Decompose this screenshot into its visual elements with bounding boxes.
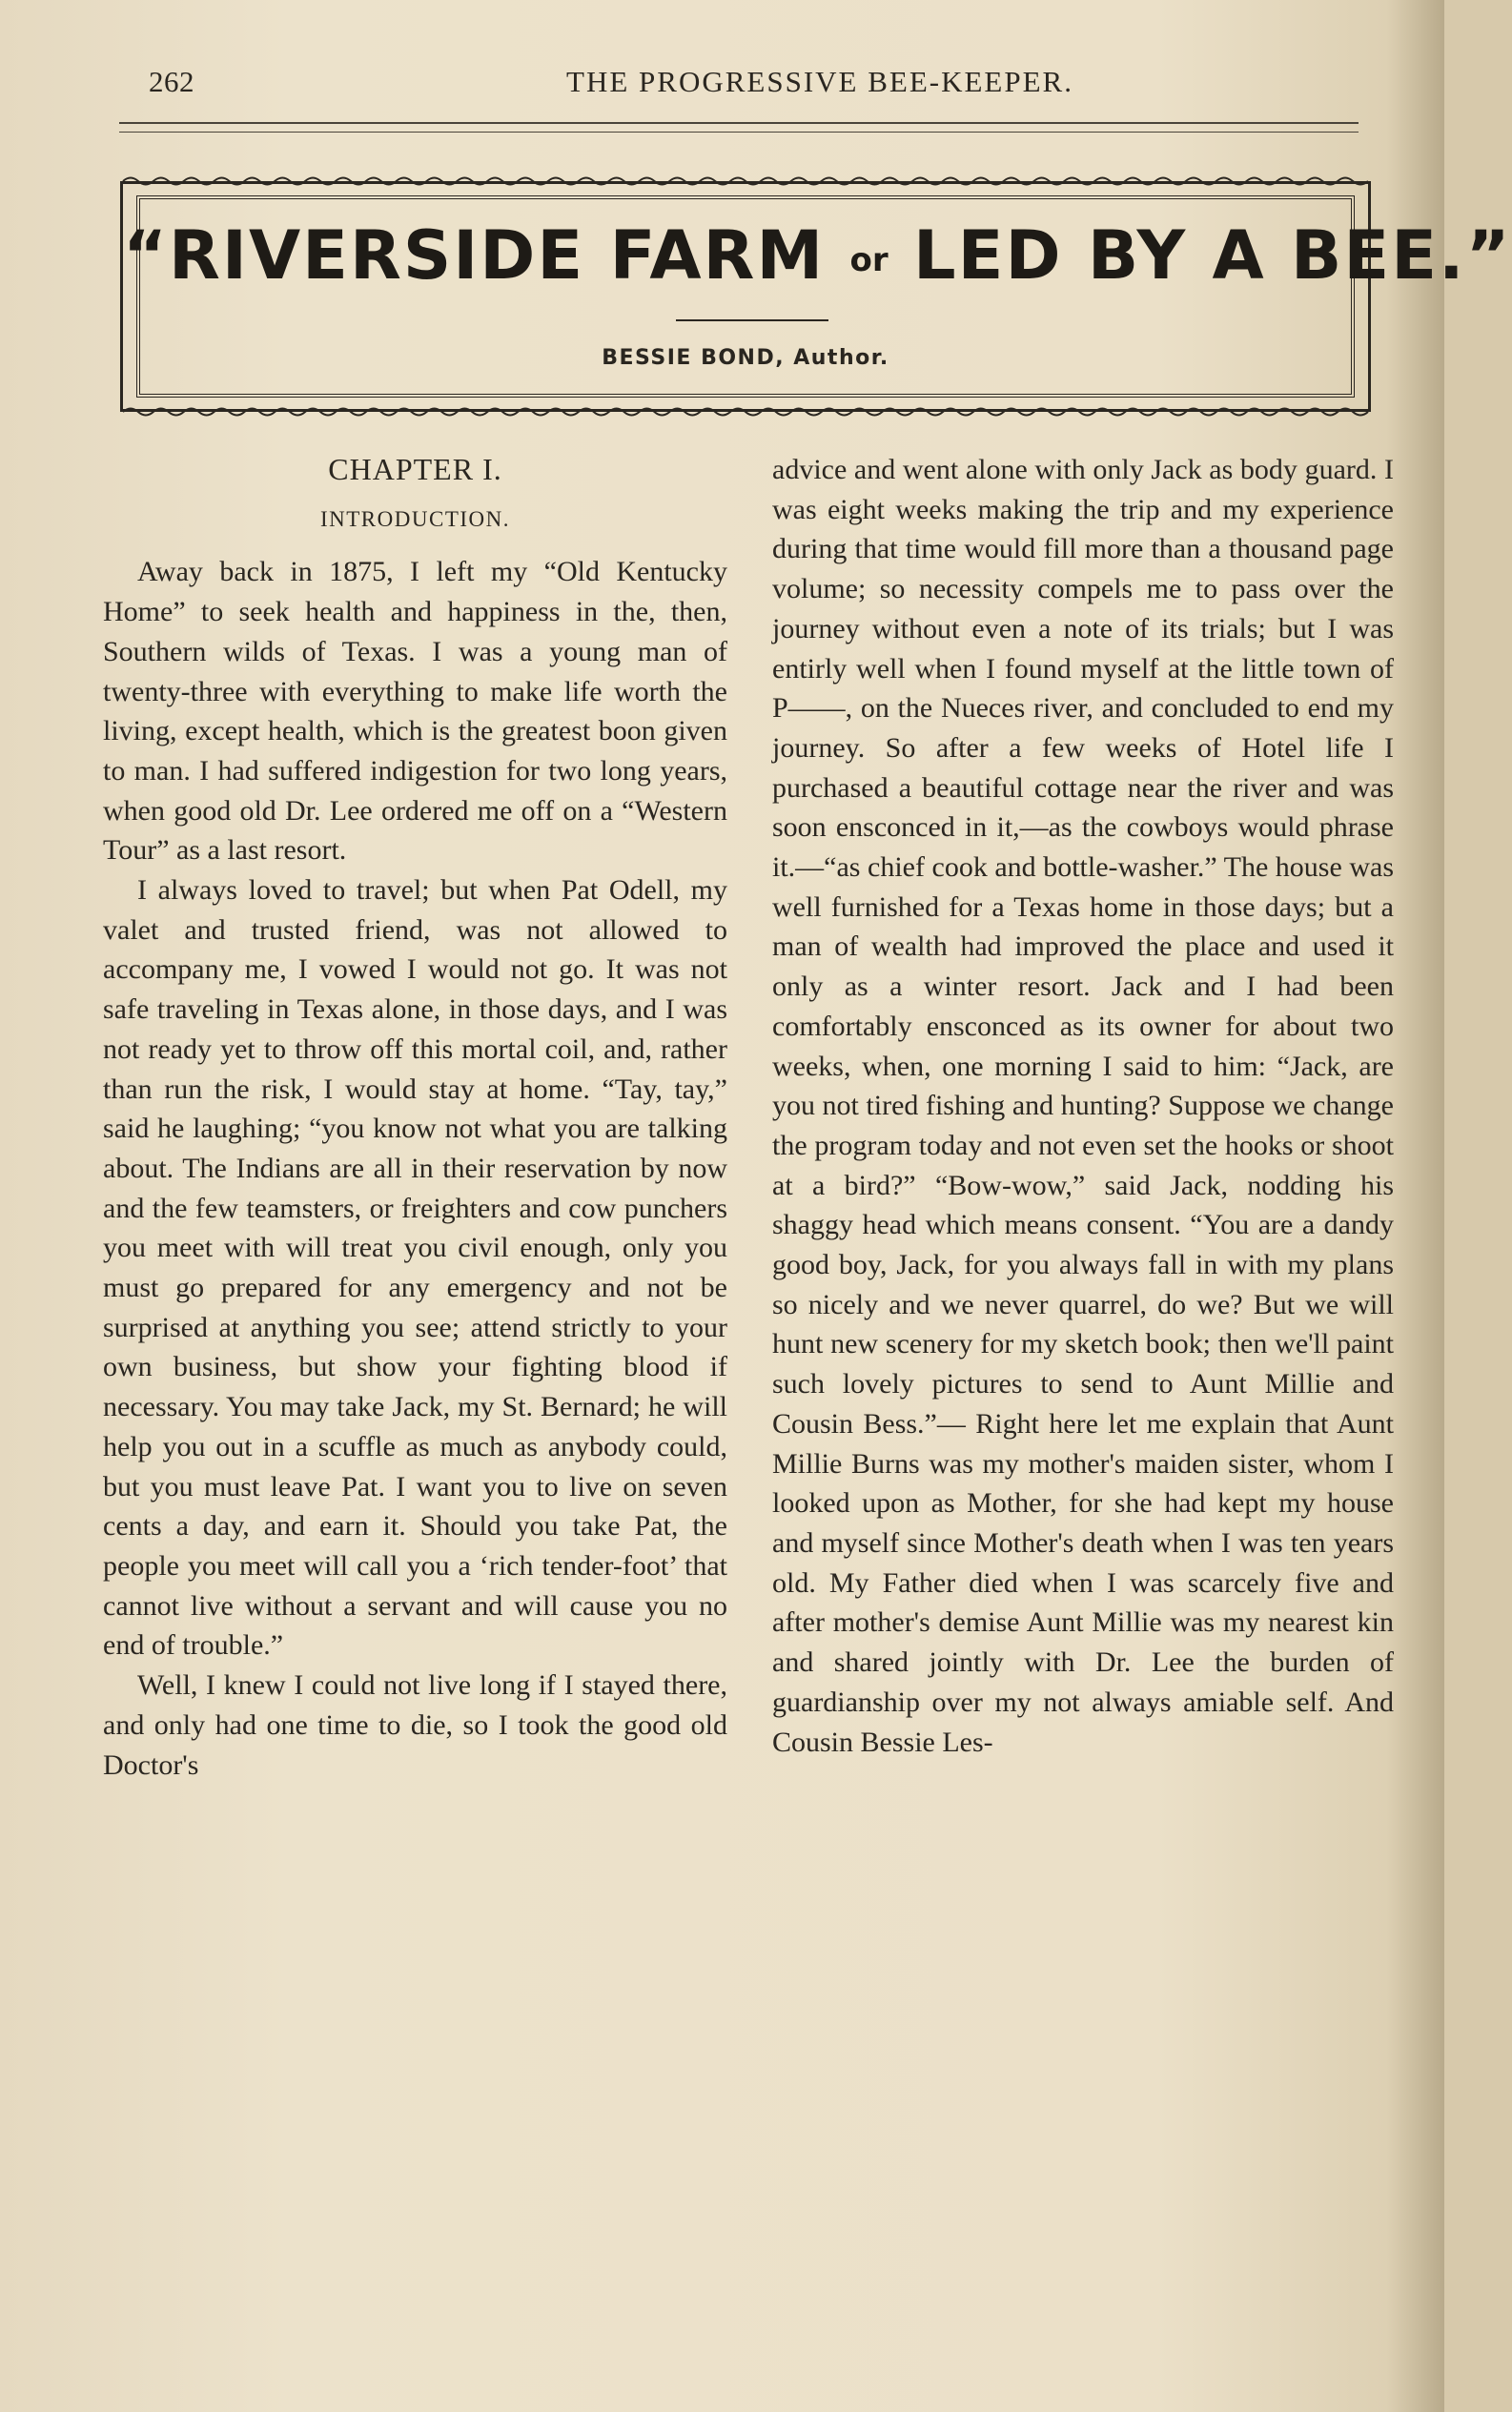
page-number: 262: [149, 65, 194, 98]
right-column: [772, 450, 1394, 1762]
paragraph: Well, I knew I could not live long if I stayed there, and only had one time to die, so I took the good old Doctor's: [103, 1669, 727, 1781]
wavy-border-bottom: [123, 405, 1368, 419]
section-heading: INTRODUCTION.: [319, 506, 510, 531]
serial-title-part2: LED BY A BEE.”: [913, 216, 1512, 295]
left-column: [103, 450, 727, 1785]
title-divider: [676, 319, 828, 321]
serial-title-or: or: [849, 240, 889, 279]
chapter-heading: CHAPTER I.: [328, 452, 502, 486]
serial-title-part1: “RIVERSIDE FARM: [123, 216, 826, 295]
paragraph: I always loved to travel; but when Pat Odell, my valet and trusted friend, was not allowed to accompany me, I vowed I would not go. It was not safe traveling in Texas alone, in those days, and I was not ready yet to throw off this mortal coil, and, rather than run the risk, I would stay at home. “Tay, tay,” said he laughing; “you know not what you are talking about. The Indians are all in their reservation by now and the few teamsters, or freighters and cow punchers you meet with will treat you civil enough, only you must go prepared for any emergency and not be surprised at anything you see; attend strictly to your own business, but show your fighting blood if necessary. You may take Jack, my St. Bernard; he will help you out in a scuffle as much as anybody could, but you must leave Pat. I want you to live on seven cents a day, and earn it. Should you take Pat, the people you meet will call you a ‘rich tender-foot’ that cannot live without a servant and will cause you no end of trouble.”: [103, 874, 727, 1662]
author-byline: BESSIE BOND, Author.: [602, 346, 889, 370]
title-box: [120, 181, 1512, 412]
journal-title: THE PROGRESSIVE BEE-KEEPER.: [566, 65, 1073, 98]
paragraph: Away back in 1875, I left my “Old Kentucky Home” to seek health and happiness in the, then, Southern wilds of Texas. I was a young man of twenty-three with everything to make life worth the living, except health, which is the greatest boon given to man. I had suffered indigestion for two long years, when good old Dr. Lee ordered me off on a “Western Tour” as a last resort.: [103, 556, 727, 867]
header-rule: [119, 122, 1359, 124]
running-head: [143, 61, 1363, 109]
serial-title: [123, 216, 1512, 295]
wavy-border-top: [123, 174, 1368, 188]
paragraph: advice and went alone with only Jack as body guard. I was eight weeks making the trip and my experience during that time would fill more than a thousand page volume; so necessity compels me to pass over the journey without even a note of its trials; but I was entirly well when I found myself at the little town of P——, on the Nueces river, and concluded to end my journey. So after a few weeks of Hotel life I purchased a beautiful cottage near the river and was soon ensconced in it,—as the cowboys would phrase it.—“as chief cook and bottle-washer.” The house was well furnished for a Texas home in those days; but a man of wealth had improved the place and used it only as a winter resort. Jack and I had been comfortably ensconced as its owner for about two weeks, when, one morning I said to him: “Jack, are you not tired fishing and hunting? Suppose we change the program today and not even set the hooks or shoot at a bird?” “Bow-wow,” said Jack, nodding his shaggy head which means consent. “You are a dandy good boy, Jack, for you always fall in with my plans so nicely and we never quarrel, do we? But we will hunt new scenery for my sketch book; then we'll paint such lovely pictures to send to Aunt Millie and Cousin Bess.”— Right here let me explain that Aunt Millie Burns was my mother's maiden sister, whom I looked upon as Mother, for she had kept my house and myself since Mother's death when I was ten years old. My Father died when I was scarcely five and after mother's demise Aunt Millie was my nearest kin and shared jointly with Dr. Lee the burden of guardianship over my not always amiable self. And Cousin Bessie Les-: [772, 454, 1394, 1758]
header-rule-thin: [119, 132, 1359, 133]
